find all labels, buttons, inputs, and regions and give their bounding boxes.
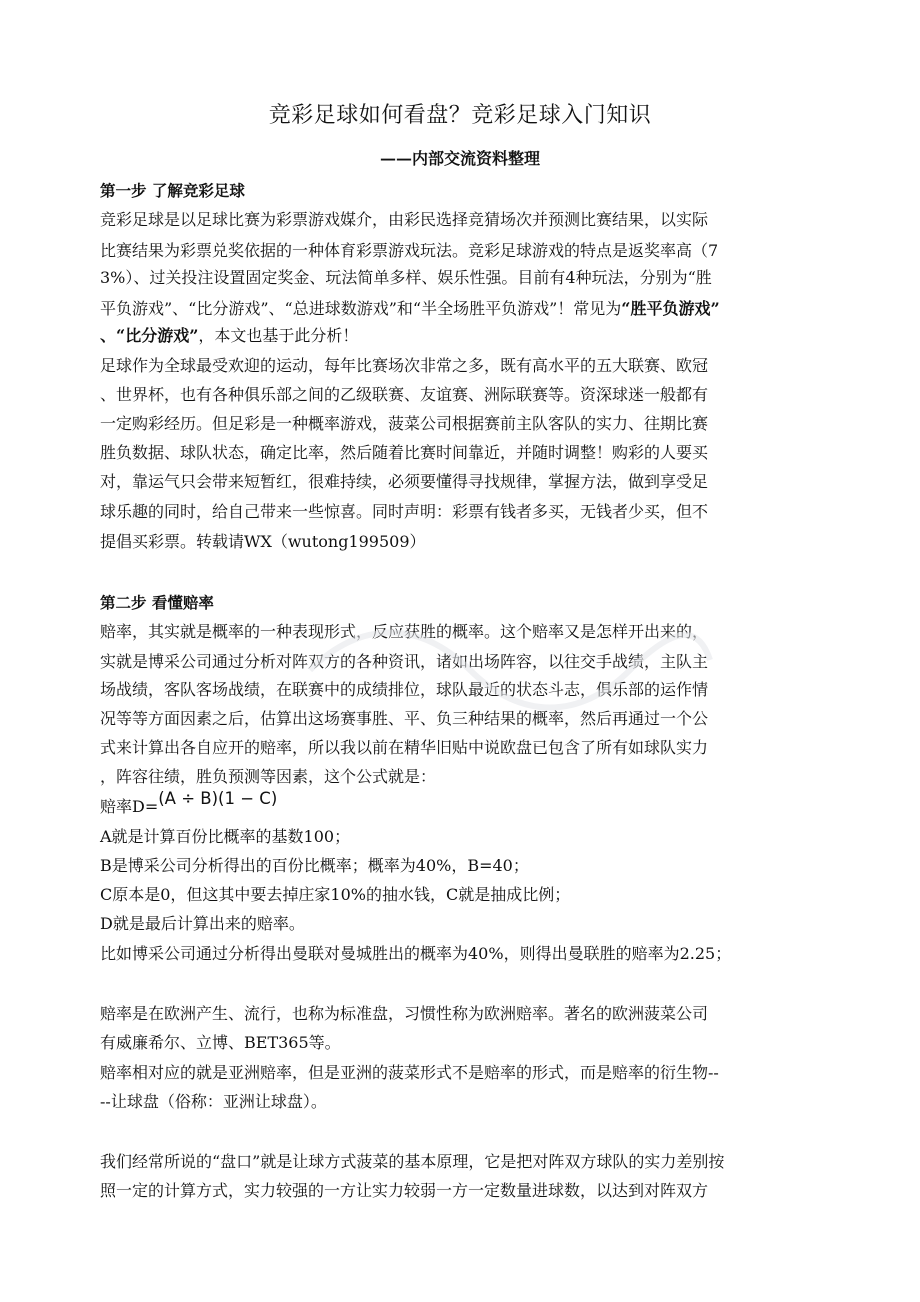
paragraph-line: ，阵容往绩，胜负预测等因素，这个公式就是：	[100, 767, 437, 786]
paragraph-line: 比赛结果为彩票兑奖依据的一种体育彩票游戏玩法。竞彩足球游戏的特点是返奖率高（7	[100, 241, 719, 260]
page-title: 竞彩足球如何看盘？竞彩足球入门知识	[268, 103, 652, 128]
paragraph-line: 球乐趣的同时，给自己带来一些惊喜。同时声明：彩票有钱者多买，无钱者少买，但不	[100, 502, 709, 521]
paragraph-line: 胜负数据、球队状态，确定比率，然后随着比赛时间靠近，并随时调整！购彩的人要买	[100, 443, 709, 462]
paragraph-line: 赔率，其实就是概率的一种表现形式，反应获胜的概率。这个赔率又是怎样开出来的，	[100, 622, 709, 641]
paragraph-line: 比如博采公司通过分析得出曼联对曼城胜出的概率为40%，则得出曼联胜的赔率为2.25；	[100, 944, 732, 963]
paragraph-text: ，本文也基于此分析！	[198, 326, 359, 345]
formula-line	[100, 789, 830, 819]
section-heading-1: 第一步 了解竞彩足球	[100, 182, 245, 200]
paragraph-line: 赔率是在欧洲产生、流行，也称为标准盘，习惯性称为欧洲赔率。著名的欧洲菠菜公司	[100, 1004, 709, 1023]
paragraph-line: 赔率相对应的就是亚洲赔率，但是亚洲的菠菜形式不是赔率的形式，而是赔率的衍生物--	[100, 1063, 719, 1082]
paragraph-line: C原本是0，但这其中要去掉庄家10%的抽水钱，C就是抽成比例；	[100, 885, 571, 904]
paragraph-line: D就是最后计算出来的赔率。	[100, 914, 305, 933]
paragraph-line: 竞彩足球是以足球比赛为彩票游戏媒介，由彩民选择竞猜场次并预测比赛结果，以实际	[100, 210, 709, 229]
formula-label: 赔率D=	[100, 797, 159, 816]
paragraph-line	[100, 324, 830, 348]
paragraph-line: 照一定的计算方式，实力较强的一方让实力较弱一方一定数量进球数，以达到对阵双方	[100, 1181, 709, 1200]
page-subtitle: ——内部交流资料整理	[379, 149, 540, 168]
paragraph-line	[100, 297, 830, 321]
formula-expression: (A ÷ B)(1 − C)	[158, 789, 278, 808]
paragraph-line: 足球作为全球最受欢迎的运动，每年比赛场次非常之多，既有高水平的五大联赛、欧冠	[100, 356, 709, 375]
paragraph-line: B是博采公司分析得出的百份比概率；概率为40%，B=40；	[100, 856, 529, 875]
bold-phrase: “胜平负游戏”	[621, 299, 720, 318]
paragraph-line: 3%）、过关投注设置固定奖金、玩法简单多样、娱乐性强。目前有4种玩法，分别为“胜	[100, 268, 712, 287]
paragraph-line: 、世界杯，也有各种俱乐部之间的乙级联赛、友谊赛、洲际联赛等。资深球迷一般都有	[100, 385, 709, 404]
paragraph-line: 场战绩，客队客场战绩，在联赛中的成绩排位，球队最近的状态斗志，俱乐部的运作情	[100, 680, 709, 699]
paragraph-line: 提倡买彩票。转载请WX（wutong199509）	[100, 532, 426, 551]
paragraph-line: A就是计算百份比概率的基数100；	[100, 827, 351, 846]
bold-phrase: 、“比分游戏”	[100, 326, 199, 345]
paragraph-line: 对，靠运气只会带来短暂红，很难持续，必须要懂得寻找规律，掌握方法，做到享受足	[100, 472, 709, 491]
paragraph-line: 有威廉希尔、立博、BET365等。	[100, 1033, 341, 1052]
paragraph-line: 我们经常所说的“盘口”就是让球方式菠菜的基本原理，它是把对阵双方球队的实力差别按	[100, 1152, 725, 1171]
paragraph-line: 式来计算出各自应开的赔率，所以我以前在精华旧贴中说欧盘已包含了所有如球队实力	[100, 738, 709, 757]
paragraph-text: 平负游戏”、“比分游戏”、“总进球数游戏”和“半全场胜平负游戏”！常见为	[100, 299, 622, 318]
paragraph-line: 一定购彩经历。但足彩是一种概率游戏，菠菜公司根据赛前主队客队的实力、往期比赛	[100, 414, 709, 433]
paragraph-line: 况等等方面因素之后，估算出这场赛事胜、平、负三种结果的概率，然后再通过一个公	[100, 709, 709, 728]
section-heading-2: 第二步 看懂赔率	[100, 594, 214, 612]
paragraph-line: --让球盘（俗称：亚洲让球盘）。	[100, 1092, 327, 1111]
paragraph-line: 实就是博采公司通过分析对阵双方的各种资讯，诸如出场阵容，以往交手战绩，主队主	[100, 652, 709, 671]
